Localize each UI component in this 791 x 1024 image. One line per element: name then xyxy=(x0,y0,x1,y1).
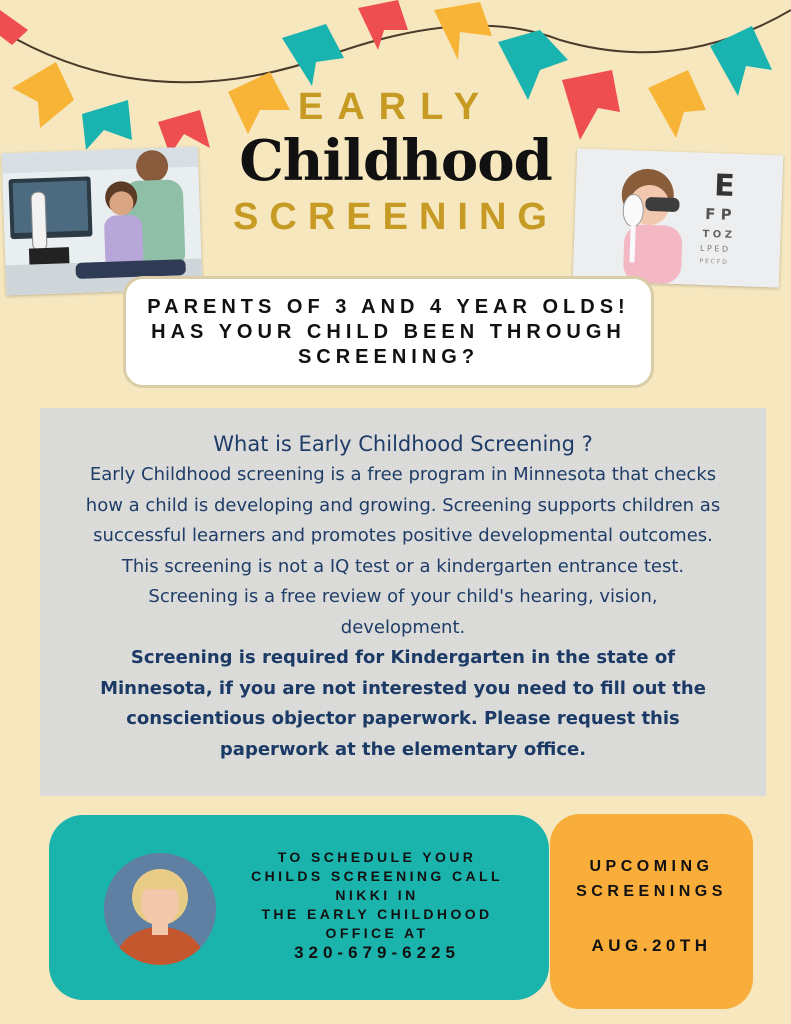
upcoming-heading xyxy=(550,854,753,904)
info-requirement: Screening is required for Kindergarten in the state of Minnesota, if you are not interested you need to fill out the conscientious objector paperwork. Please request this paperwork at the elementary office. xyxy=(100,647,706,760)
info-box xyxy=(40,408,766,796)
svg-text:E: E xyxy=(713,168,736,204)
info-body: Early Childhood screening is a free program in Minnesota that checks how a child is developing and growing. Screening supports children as successful learners and promotes positive developmental outcomes. This screening is not a IQ test or a kindergarten entrance test. Screening is a free review of your child's hearing, vision, development. xyxy=(85,464,721,638)
screening-date: AUG.20TH xyxy=(591,936,712,955)
schedule-line-3: NIKKI IN xyxy=(335,887,419,903)
upcoming-line-2: SCREENINGS xyxy=(576,883,727,900)
question-line-3: SCREENING? xyxy=(297,345,480,368)
phone-number: 320-679-6225 xyxy=(294,943,460,962)
question-box xyxy=(123,276,654,388)
title-early: EARLY xyxy=(297,86,494,128)
upcoming-line-1: UPCOMING xyxy=(589,858,714,875)
schedule-instructions xyxy=(230,848,524,943)
title-screening: SCREENING xyxy=(233,196,558,238)
svg-text:F P: F P xyxy=(704,204,732,224)
svg-text:T O Z: T O Z xyxy=(702,228,733,241)
title-childhood: Childhood xyxy=(239,128,552,194)
vision-test-photo xyxy=(573,148,783,287)
question-line-2: HAS YOUR CHILD BEEN THROUGH xyxy=(151,320,626,343)
question-line-1: PARENTS OF 3 AND 4 YEAR OLDS! xyxy=(147,295,630,318)
flag xyxy=(0,10,28,45)
schedule-line-5: OFFICE AT xyxy=(325,925,429,941)
svg-text:P E C F D: P E C F D xyxy=(699,257,727,266)
schedule-line-1: TO SCHEDULE YOUR xyxy=(277,849,477,865)
upcoming-panel xyxy=(550,814,753,1009)
coordinator-avatar xyxy=(104,853,216,965)
schedule-line-2: CHILDS SCREENING CALL xyxy=(251,868,503,884)
svg-text:L P E D: L P E D xyxy=(699,243,729,254)
hearing-test-photo xyxy=(2,147,203,296)
schedule-line-4: THE EARLY CHILDHOOD xyxy=(261,906,493,922)
info-heading: What is Early Childhood Screening ? xyxy=(213,432,593,456)
